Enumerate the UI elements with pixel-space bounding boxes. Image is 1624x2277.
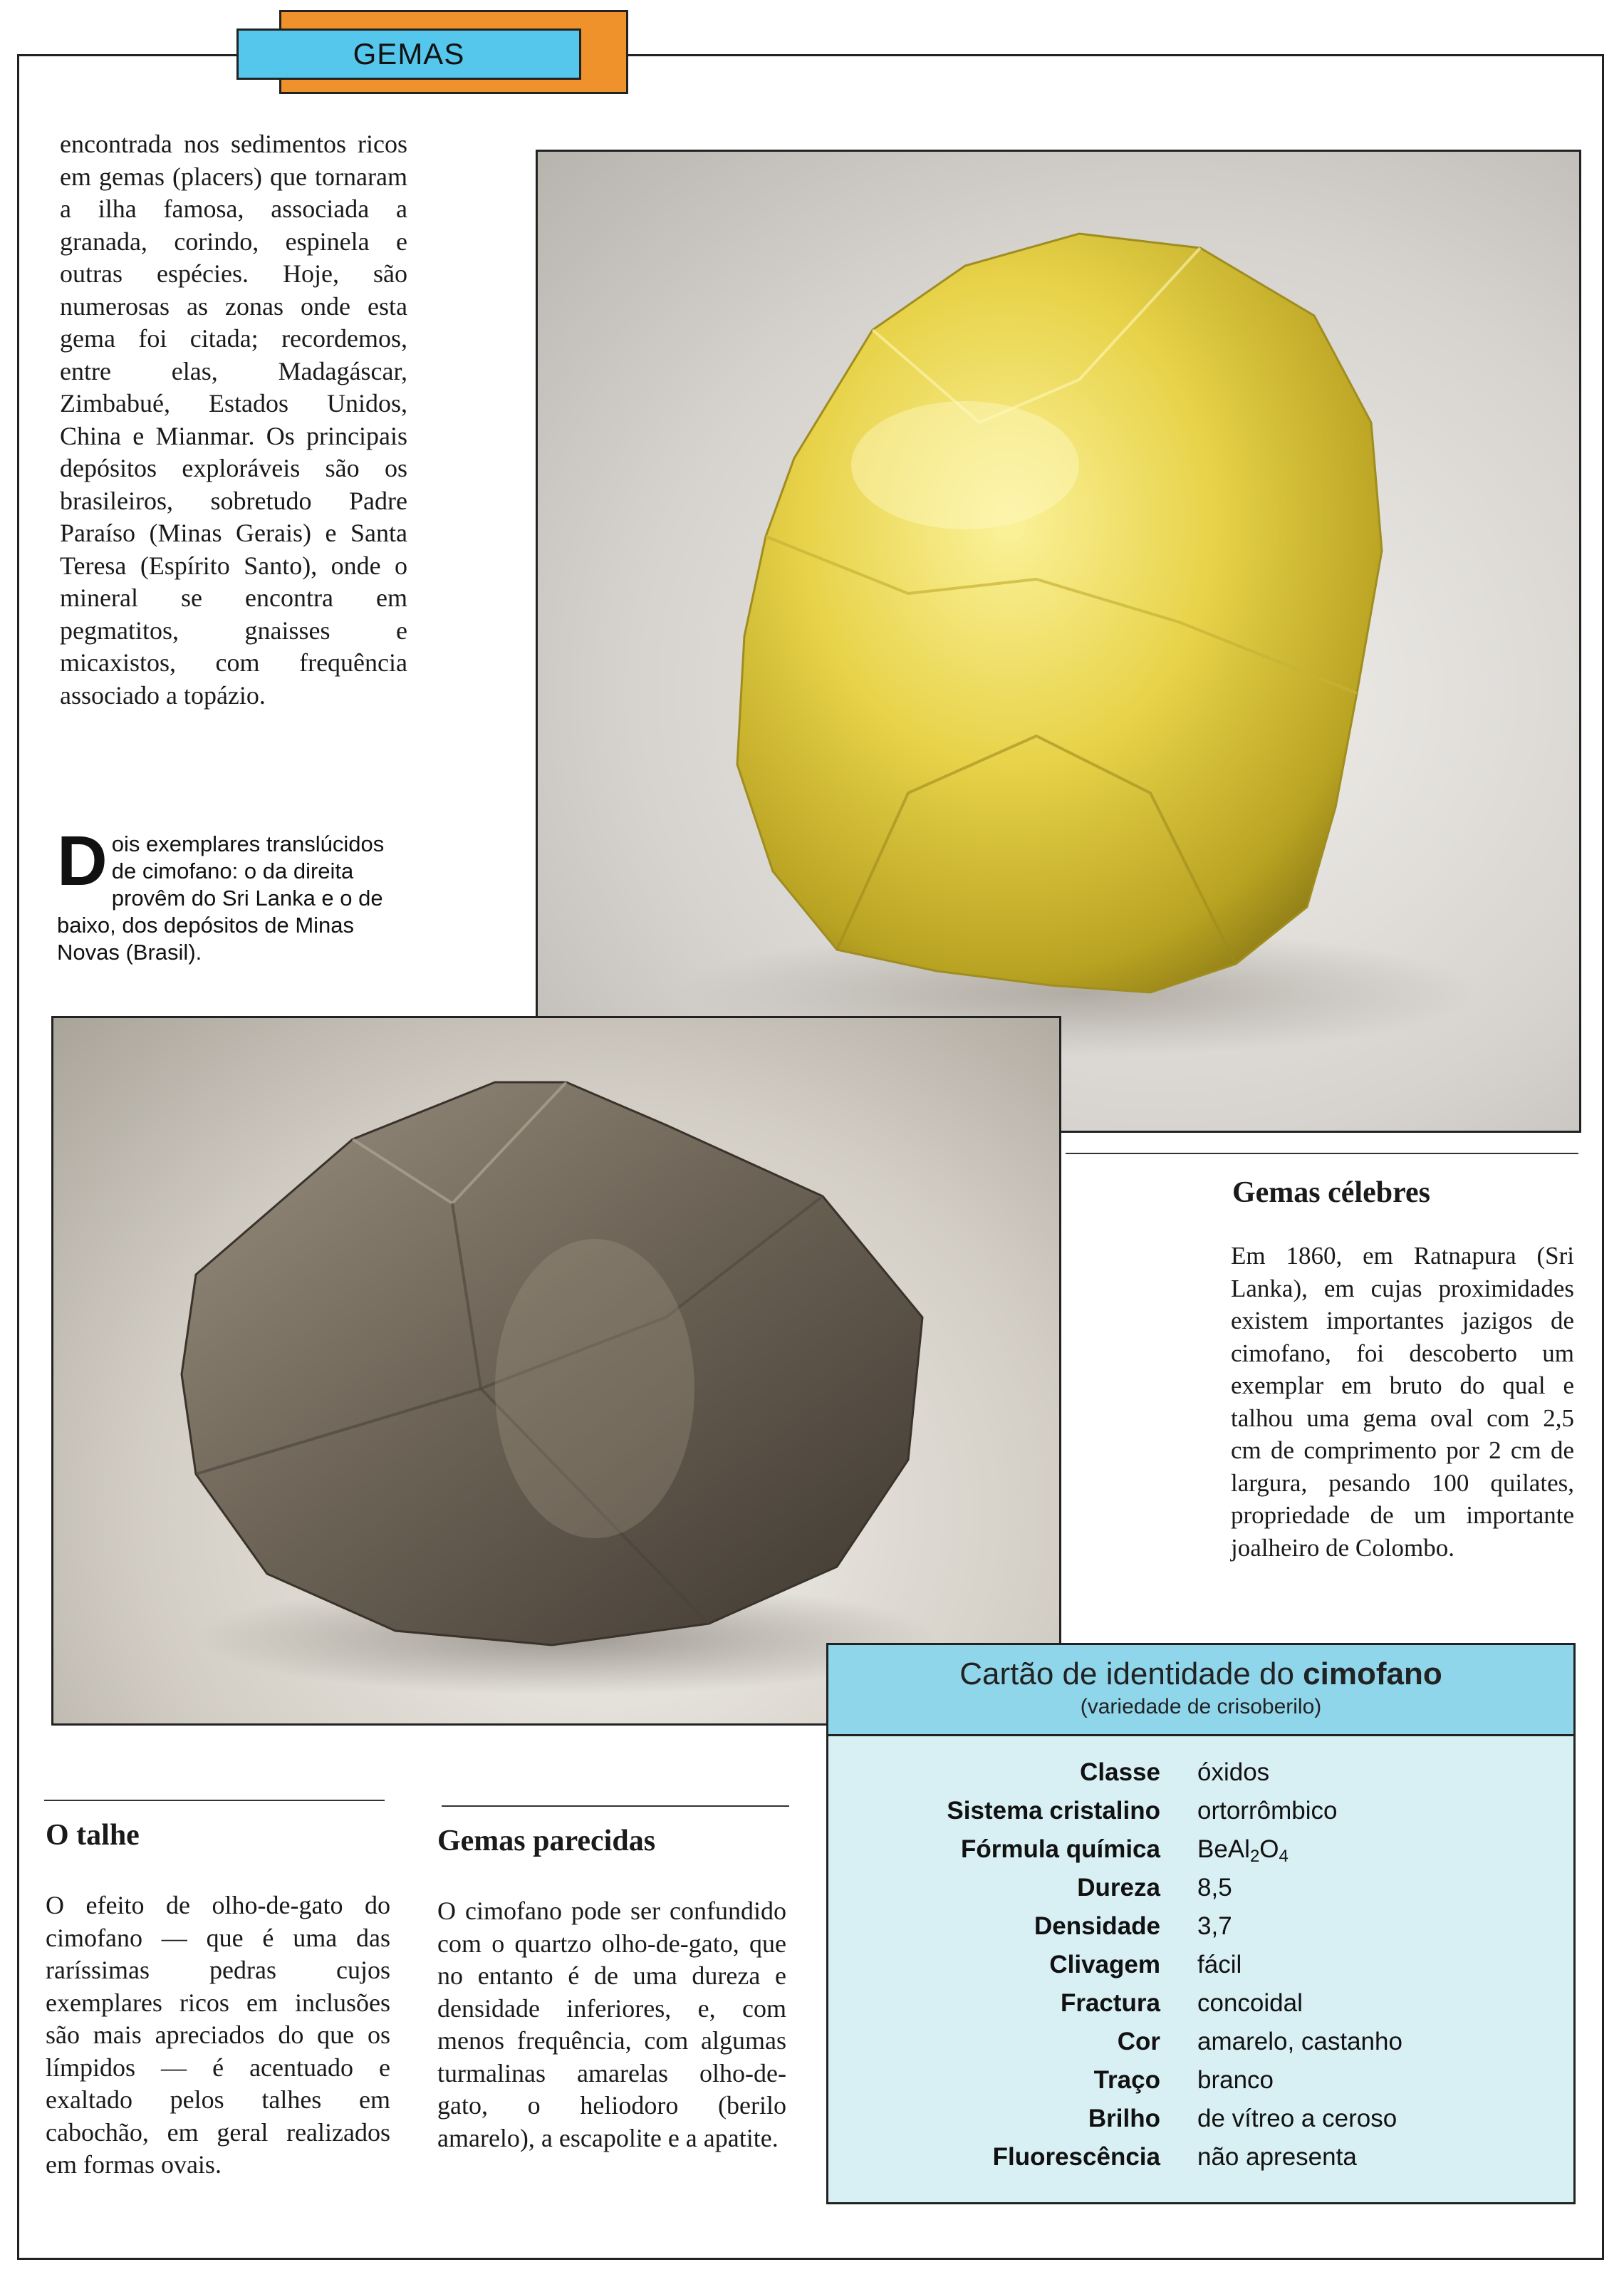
property-label: Dureza: [1077, 1874, 1160, 1902]
property-value-formula: $BeAl_2O_4$: [1197, 1835, 1289, 1866]
caption-initial: D: [57, 821, 108, 900]
identity-card-subtitle: (variedade de crisoberilo): [1080, 1695, 1322, 1718]
identity-card: [826, 1643, 1576, 2204]
property-label: Sistema cristalino: [947, 1797, 1160, 1825]
identity-card-title: [828, 1656, 1573, 1692]
property-label: Traço: [1093, 2066, 1160, 2094]
property-label: Fórmula química: [960, 1835, 1160, 1863]
property-label: Cor: [1117, 2028, 1160, 2055]
property-value: concoidal: [1197, 1989, 1303, 2017]
famous-text: Em 1860, em Ratnapura (Sri Lanka), em cujas proximidades existem importantes jazigos de cimofano, foi descoberto um exemplar em bruto do qual e talhou uma gema oval com 2,5 cm de comprimento por 2 cm de largura, pesando 100 quilates, propriedade de um importante joalheiro de Colombo.: [1231, 1242, 1574, 1562]
section-tab: GEMAS: [236, 28, 581, 80]
yellow-gem-illustration: [538, 152, 1581, 1133]
property-label: Classe: [1080, 1758, 1160, 1786]
property-value: óxidos: [1197, 1758, 1270, 1786]
cut-rule: [44, 1800, 385, 1801]
property-value: 8,5: [1197, 1874, 1232, 1902]
property-value: branco: [1197, 2066, 1274, 2094]
property-value: 3,7: [1197, 1912, 1232, 1940]
intro-text: encontrada nos sedimentos ricos em gemas (placers) que tornaram a ilha famosa, associada a granada, corindo, espinela e outras espécies. Hoje, são numerosas as zonas onde esta gema foi citada; recordemos, entre elas, Madagáscar, Zimbabué, Estados Unidos, China e Mianmar. Os principais depósitos exploráveis são os brasileiros, sobretudo Padre Paraíso (Minas Gerais) e Santa Teresa (Espírito Santo), onde o mineral se encontra em pegmatitos, gnaisses e micaxistos, com frequência associado a topázio.: [60, 130, 407, 710]
property-value: não apresenta: [1197, 2143, 1357, 2171]
identity-card-header: [828, 1645, 1573, 1736]
property-row: [828, 1869, 1573, 1907]
famous-title: Gemas célebres: [1232, 1176, 1430, 1209]
property-value: amarelo, castanho: [1197, 2028, 1402, 2055]
property-row: [828, 1830, 1573, 1869]
property-row: [828, 2061, 1573, 2100]
similar-title: Gemas parecidas: [437, 1825, 656, 1857]
photo-brown-cymophane: [51, 1016, 1061, 1726]
property-label: Fractura: [1060, 1989, 1160, 2017]
cut-title: O talhe: [46, 1819, 140, 1852]
property-label: Brilho: [1088, 2105, 1160, 2132]
property-row: [828, 1984, 1573, 2023]
similar-text: O cimofano pode ser confundido com o quartzo olho-de-gato, que no entanto é de uma dureza e densidade inferiores, e, com menos frequência, com algumas turmalinas amarelas olho-de-gato, o heliodoro (berilo amarelo), a escapolite e a apatite.: [437, 1897, 786, 2152]
similar-rule: [442, 1805, 789, 1807]
property-row: [828, 2100, 1573, 2138]
property-row: [828, 1907, 1573, 1946]
property-value: fácil: [1197, 1951, 1242, 1978]
photo-yellow-cymophane: [536, 150, 1581, 1133]
property-value: de vítreo a ceroso: [1197, 2105, 1397, 2132]
property-label: Densidade: [1034, 1912, 1160, 1940]
property-row: [828, 2023, 1573, 2061]
property-row: [828, 1946, 1573, 1984]
photo-caption: [57, 821, 407, 966]
property-row: [828, 1792, 1573, 1830]
famous-rule: [1066, 1153, 1578, 1154]
property-label: Fluorescência: [992, 2143, 1160, 2171]
property-row: [828, 2138, 1573, 2177]
property-value: ortorrômbico: [1197, 1797, 1338, 1825]
identity-card-title-mineral: cimofano: [1303, 1656, 1442, 1691]
cut-text: O efeito de olho-de-gato do cimofano — que é uma das raríssimas pedras cujos exemplares ricos em inclusões são mais apreciados do que os límpidos — é acentuado e exaltado pelos talhes em cabochão, em geral realizados em formas ovais.: [46, 1891, 390, 2179]
caption-text: ois exemplares translúcidos de cimofano: o da direita provêm do Sri Lanka e o de baixo, dos depósitos de Minas Novas (Brasil).: [57, 831, 385, 965]
property-row: [828, 1753, 1573, 1792]
identity-card-title-prefix: Cartão de identidade do: [959, 1656, 1294, 1691]
brown-gem-illustration: [53, 1018, 1061, 1726]
property-label: Clivagem: [1049, 1951, 1160, 1978]
